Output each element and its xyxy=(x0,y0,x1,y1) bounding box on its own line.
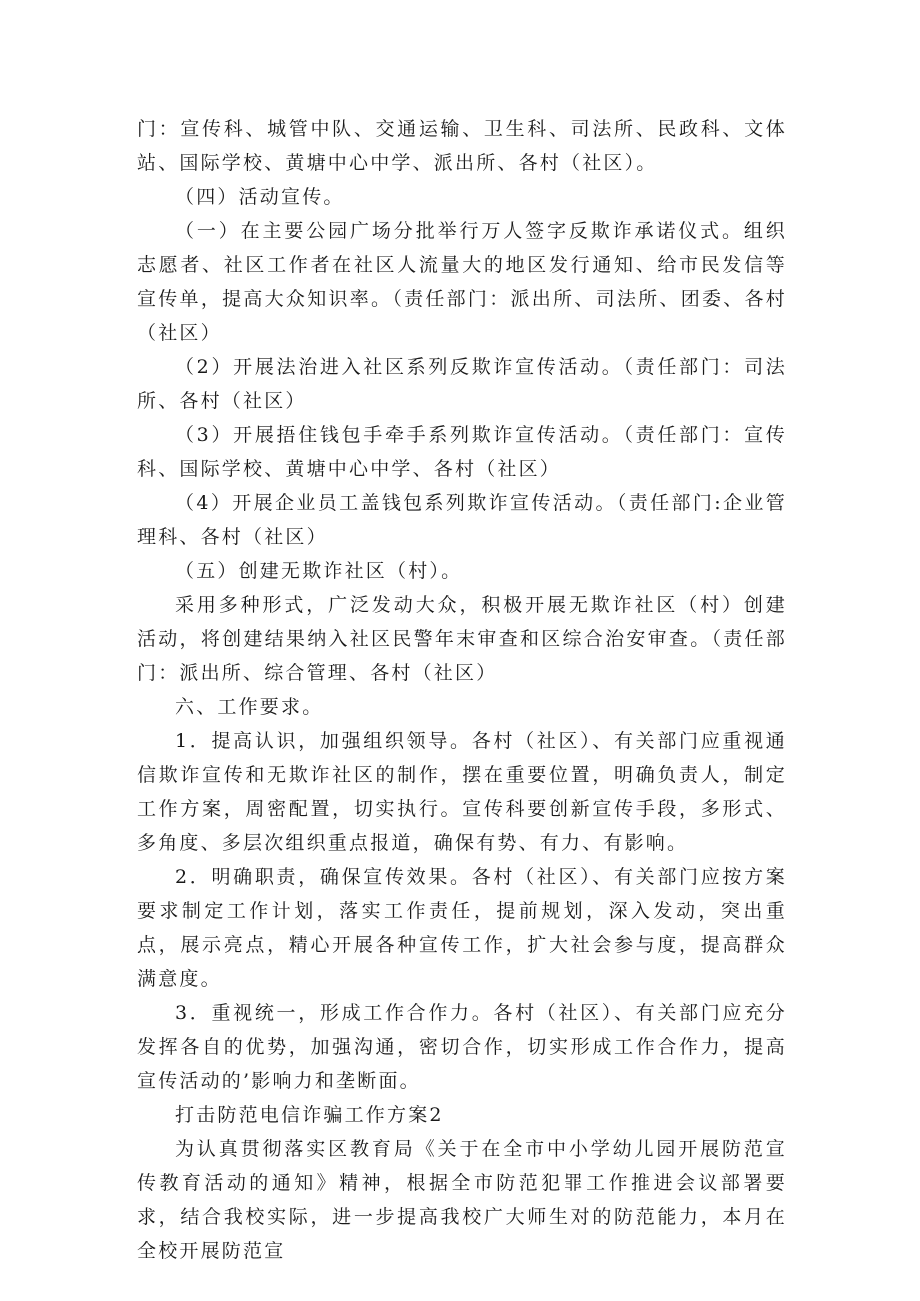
paragraph: 采用多种形式，广泛发动大众，积极开展无欺诈社区（村）创建活动，将创建结果纳入社区民警年末审查和区综合治安审查。（责任部门：派出所、综合管理、各村（社区） xyxy=(137,594,787,684)
document-body xyxy=(137,112,787,1268)
paragraph: 1．提高认识，加强组织领导。各村（社区）、有关部门应重视通信欺诈宣传和无欺诈社区的制作，摆在重要位置，明确负责人，制定工作方案，周密配置，切实执行。宣传科要创新宣传手段，多形式、多角度、多层次组织重点报道，确保有势、有力、有影响。 xyxy=(137,730,787,854)
paragraph: （3）开展捂住钱包手牵手系列欺诈宣传活动。（责任部门：宣传科、国际学校、黄塘中心中学、各村（社区） xyxy=(137,424,787,480)
paragraph: 2．明确职责，确保宣传效果。各村（社区）、有关部门应按方案要求制定工作计划，落实工作责任，提前规划，深入发动，突出重点，展示亮点，精心开展各种宣传工作，扩大社会参与度，提高群众满意度。 xyxy=(137,866,787,990)
document-title: 打击防范电信诈骗工作方案2 xyxy=(175,1104,444,1126)
paragraph: 3．重视统一，形成工作合作力。各村（社区）、有关部门应充分发挥各自的优势，加强沟通，密切合作，切实形成工作合作力，提高宣传活动的’影响力和垄断面。 xyxy=(137,1002,787,1092)
paragraph: （一）在主要公园广场分批举行万人签字反欺诈承诺仪式。组织志愿者、社区工作者在社区人流量大的地区发行通知、给市民发信等宣传单，提高大众知识率。（责任部门：派出所、司法所、团委、各村（社区） xyxy=(137,220,787,344)
section-heading: （四）活动宣传。 xyxy=(175,186,345,208)
paragraph: （4）开展企业员工盖钱包系列欺诈宣传活动。（责任部门:企业管理科、各村（社区） xyxy=(137,492,787,548)
section-heading: （五）创建无欺诈社区（村）。 xyxy=(175,560,463,582)
paragraph: 门：宣传科、城管中队、交通运输、卫生科、司法所、民政科、文体站、国际学校、黄塘中心中学、派出所、各村（社区）。 xyxy=(137,118,787,174)
paragraph: （2）开展法治进入社区系列反欺诈宣传活动。（责任部门：司法所、各村（社区） xyxy=(137,356,787,412)
paragraph: 为认真贯彻落实区教育局《关于在全市中小学幼儿园开展防范宣传教育活动的通知》精神，根据全市防范犯罪工作推进会议部署要求，结合我校实际，进一步提高我校广大师生对的防范能力，本月在全校开展防范宣 xyxy=(137,1138,787,1262)
section-heading: 六、工作要求。 xyxy=(175,696,324,718)
